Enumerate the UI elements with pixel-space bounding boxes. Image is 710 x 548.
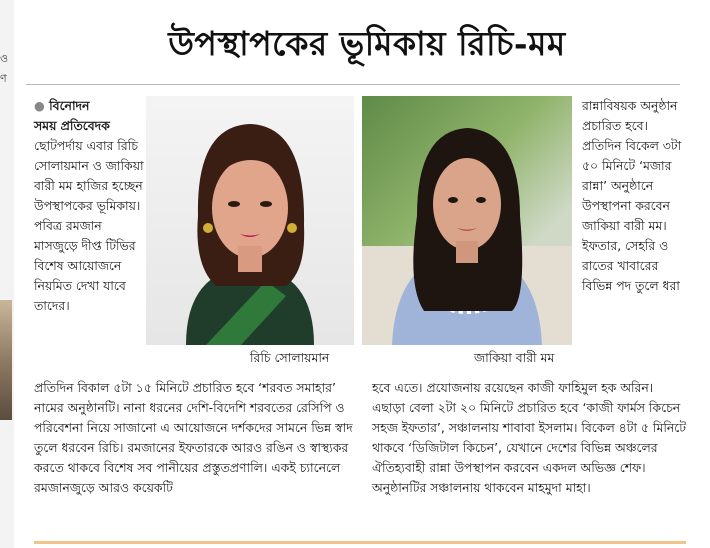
photo-richi-solaiman — [146, 96, 354, 345]
photo-caption: জাকিয়া বারী মম — [474, 350, 555, 365]
left-column — [34, 96, 144, 316]
adjacent-photo-strip — [0, 300, 12, 420]
article-headline: উপস্থাপকের ভূমিকায় রিচি-মম — [168, 24, 566, 63]
edge-fragment: ণ — [0, 72, 7, 85]
bullet-icon: ● — [34, 98, 45, 113]
photo-caption: রিচি সোলায়মান — [250, 350, 330, 365]
bottom-right-text: হবে এতে। প্রযোজনায় রয়েছেন কাজী ফাহিমুল হক অরিন। এছাড়া বেলা ২টা ২০ মিনিটে প্রচারিত হবে ‘কাজী ফার্মস কিচেন সহজ ইফতার’, সঞ্চালনায় শাবাবা ইসলাম। বিকেল ৪টা ৫ মিনিটে থাকবে ‘ডিজিটাল কিচেন’, যেখানে দেশের বিভিন্ন অঞ্চলের ঐতিহ্যবাহী রান্না উপস্থাপন করবেন একদল অভিজ্ঞ শেফ। অনুষ্ঠানটির সঞ্চালনায় থাকবেন মাহমুদা মাহা। — [372, 380, 687, 495]
section-label — [34, 96, 144, 116]
edge-fragment: ও — [0, 52, 9, 65]
section-name: বিনোদন — [49, 98, 90, 113]
portrait-illustration — [362, 96, 572, 345]
right-column-text: রান্নাবিষয়ক অনুষ্ঠান প্রচারিত হবে। প্রতিদিন বিকেল ৩টা ৫০ মিনিটে ‘মজার রান্না’ অনুষ্ঠানে উপস্থাপনা করবেন জাকিয়া বারী মম। ইফতার, সেহরি ও রাতের খাবারের বিভিন্ন পদ তুলে ধরা — [582, 98, 682, 293]
photo-zakia-bari-momo — [362, 96, 572, 345]
headline-divider — [26, 84, 680, 85]
left-column-text: ছোটপর্দায় এবার রিচি সোলায়মান ও জাকিয়া বারী মম হাজির হচ্ছেন উপস্থাপকের ভূমিকায়। পবিত্র রমজান মাসজুড়ে দীপ্ত টিভির বিশেষ আয়োজনে নিয়মিত দেখা যাবে তাদের। — [34, 138, 144, 313]
bottom-left-text: প্রতিদিন বিকাল ৫টা ১৫ মিনিটে প্রচারিত হবে ‘শরবত সমাহার’ নামের অনুষ্ঠানটি। নানা ধরনের দেশি-বিদেশি শরবতের রেসিপি ও পরিবেশনা নিয়ে সাজানো এ আয়োজনে দর্শকদের সামনে ভিন্ন স্বাদ তুলে ধরবেন রিচি। রমজানের ইফতারকে আরও রঙিন ও স্বাস্থ্যকর করতে থাকবে বিশেষ সব পানীয়ের প্রস্তুতপ্রণালি। একই চ্যানেলে রমজানজুড়ে আরও কয়েকটি — [34, 380, 353, 495]
footer-rule — [34, 541, 686, 544]
reporter-label: সময় প্রতিবেদক — [34, 118, 110, 133]
portrait-illustration — [146, 96, 354, 345]
